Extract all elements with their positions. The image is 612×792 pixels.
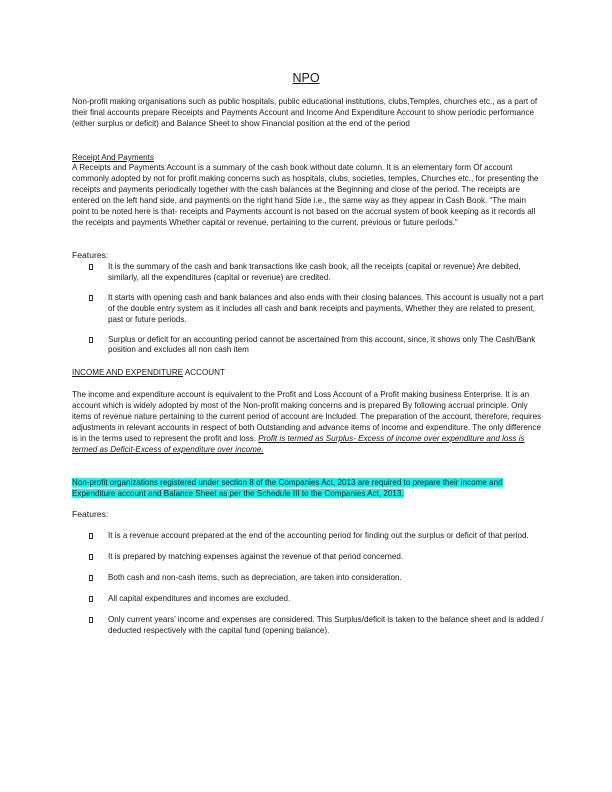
list-item: Both cash and non-cash items, such as depreciation, are taken into consideration. [89, 573, 545, 584]
income-features-label: Features: [72, 509, 109, 519]
bullet-glyph-icon [89, 596, 93, 602]
income-emphasis-text: Profit is termed as Surplus- Excess of income over expenditure and loss is termed as Deficit-Excess of expenditure over income. [72, 433, 525, 454]
intro-paragraph: Non-profit making organisations such as public hospitals, public educational institutions, clubs,Temples, churches etc., as a part of their final accounts prepare Receipts and Payments Account and Income And Expenditure Account to show periodic performance (either surplus or deficit) and Balance Sheet to show Financial position at the end of the period [72, 97, 538, 128]
list-item: All capital expenditures and incomes are excluded. [89, 594, 545, 605]
list-item: Surplus or deficit for an accounting period cannot be ascertained from this account, since, it shows only The Cash/Bank position and excludes all non cash item [89, 335, 545, 357]
receipts-features-list [89, 262, 545, 365]
bullet-glyph-icon [89, 617, 93, 623]
bullet-glyph-icon [89, 264, 93, 270]
income-features-list [89, 531, 545, 646]
list-item: Only current years’ income and expenses are considered. This Surplus/deficit is taken to the balance sheet and is added / deducted respectively with the capital fund (opening balance). [89, 615, 545, 637]
bullet-glyph-icon [89, 533, 93, 539]
highlighted-note: Non-profit organizations registered under section 8 of the Companies Act, 2013 are required to prepare their income and Expenditure account and Balance Sheet as per the Schedule III to the Companies Act, 2013. [72, 478, 503, 498]
receipts-heading: Receipt And Payments [72, 153, 154, 162]
bullet-glyph-icon [89, 575, 93, 581]
income-paragraph: The income and expenditure account is equivalent to the Profit and Loss Account of a Profit making business Enterprise. It is an account which is widely adopted by most of the Non-profit making concerns and is prepared By following accrual principle. Only items of revenue nature pertaining to the current period of account are Included. The preparation of the account, therefore, requires adjustments in relevant accounts in respect of both Outstanding and advance items of income and expenditure. The only difference is in the terms used to represent the profit and loss. Profit is termed as Surplus- Excess of income over expenditure and loss is termed as Deficit-Excess of expenditure over income. [72, 390, 542, 454]
receipts-features-label: Features: [72, 250, 109, 260]
list-item: It is prepared by matching expenses against the revenue of that period concerned. [89, 552, 545, 563]
bullet-glyph-icon [89, 295, 93, 301]
document-title: NPO [292, 71, 320, 85]
income-heading: INCOME AND EXPENDITURE ACCOUNT [72, 368, 225, 377]
receipts-paragraph: A Receipts and Payments Account is a summary of the cash book without date column. It is an elementary form Of account commonly adopted by not for profit making concerns such as hospitals, clubs, societies, temples, Churches etc., for presenting the receipts and payments periodically together with the cash balances at the Beginning and close of the period. The receipts are entered on the left hand side, and payments on the right hand Side i.e., the same way as they appear in Cash Book. “The main point to be noted here is that- receipts and Payments account is not based on the accrual system of book keeping as it records all the receipts and payments Whether capital or revenue, pertaining to the current, previous or future periods.” [72, 163, 539, 227]
list-item: It is a revenue account prepared at the end of the accounting period for finding out the surplus or deficit of that period. [89, 531, 545, 542]
bullet-glyph-icon [89, 554, 93, 560]
list-item: It is the summary of the cash and bank transactions like cash book, all the receipts (capital or revenue) Are debited, similarly, all the expenditures (capital or revenue) are credited. [89, 262, 545, 284]
list-item: It starts with opening cash and bank balances and also ends with their closing balances. This account is usually not a part of the double entry system as it includes all cash and bank receipts and payments, Whether they are related to present, past or future periods. [89, 293, 545, 326]
bullet-glyph-icon [89, 337, 93, 343]
